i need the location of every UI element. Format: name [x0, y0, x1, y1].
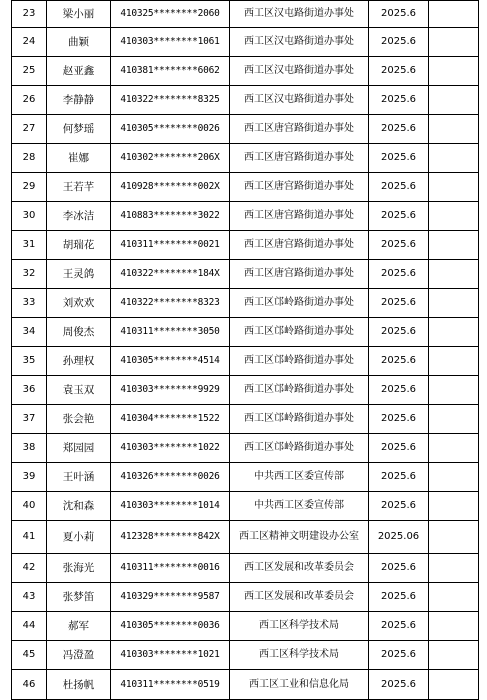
table-row [12, 57, 479, 86]
date-cell: 2025.6 [369, 434, 429, 463]
row-number-cell: 25 [12, 57, 47, 86]
row-number-cell: 36 [12, 376, 47, 405]
id-number-cell: 410303********9929 [111, 376, 230, 405]
empty-cell [429, 583, 479, 612]
empty-cell [429, 405, 479, 434]
id-number-cell: 410322********184X [111, 260, 230, 289]
empty-cell [429, 115, 479, 144]
person-name-cell: 何梦瑶 [47, 115, 111, 144]
table-row [12, 231, 479, 260]
person-name-cell: 张梦笛 [47, 583, 111, 612]
row-number-cell: 34 [12, 318, 47, 347]
empty-cell [429, 376, 479, 405]
empty-cell [429, 554, 479, 583]
person-name-cell: 胡瑞花 [47, 231, 111, 260]
id-number-cell: 410304********1522 [111, 405, 230, 434]
row-number-cell: 23 [12, 1, 47, 28]
work-unit-cell: 西工区发展和改革委员会 [230, 583, 369, 612]
person-name-cell: 周俊杰 [47, 318, 111, 347]
empty-cell [429, 289, 479, 318]
date-cell: 2025.6 [369, 202, 429, 231]
person-name-cell: 杜扬帆 [47, 670, 111, 700]
work-unit-cell: 西工区唐宫路街道办事处 [230, 260, 369, 289]
id-number-cell: 410311********0519 [111, 670, 230, 700]
row-number-cell: 43 [12, 583, 47, 612]
empty-cell [429, 347, 479, 376]
work-unit-cell: 西工区邙岭路街道办事处 [230, 318, 369, 347]
row-number-cell: 26 [12, 86, 47, 115]
empty-cell [429, 144, 479, 173]
table-row [12, 612, 479, 641]
empty-cell [429, 86, 479, 115]
table-row [12, 554, 479, 583]
work-unit-cell: 西工区邙岭路街道办事处 [230, 347, 369, 376]
empty-cell [429, 173, 479, 202]
id-number-cell: 410305********0026 [111, 115, 230, 144]
work-unit-cell: 西工区唐宫路街道办事处 [230, 115, 369, 144]
date-cell: 2025.6 [369, 405, 429, 434]
work-unit-cell: 西工区工业和信息化局 [230, 670, 369, 700]
work-unit-cell: 西工区科学技术局 [230, 612, 369, 641]
table-row [12, 583, 479, 612]
date-cell: 2025.6 [369, 612, 429, 641]
row-number-cell: 45 [12, 641, 47, 670]
date-cell: 2025.6 [369, 463, 429, 492]
work-unit-cell: 西工区汉屯路街道办事处 [230, 28, 369, 57]
work-unit-cell: 西工区邙岭路街道办事处 [230, 376, 369, 405]
table-row [12, 173, 479, 202]
row-number-cell: 30 [12, 202, 47, 231]
table-row [12, 641, 479, 670]
work-unit-cell: 西工区唐宫路街道办事处 [230, 231, 369, 260]
person-name-cell: 张海光 [47, 554, 111, 583]
table-row [12, 144, 479, 173]
row-number-cell: 33 [12, 289, 47, 318]
empty-cell [429, 318, 479, 347]
person-name-cell: 李静静 [47, 86, 111, 115]
empty-cell [429, 231, 479, 260]
row-number-cell: 32 [12, 260, 47, 289]
date-cell: 2025.6 [369, 231, 429, 260]
empty-cell [429, 202, 479, 231]
id-number-cell: 410311********0021 [111, 231, 230, 260]
empty-cell [429, 260, 479, 289]
person-name-cell: 刘欢欢 [47, 289, 111, 318]
person-name-cell: 王叶涵 [47, 463, 111, 492]
id-number-cell: 410322********8323 [111, 289, 230, 318]
id-number-cell: 410303********1021 [111, 641, 230, 670]
table-row [12, 463, 479, 492]
date-cell: 2025.6 [369, 347, 429, 376]
table-row [12, 492, 479, 521]
table-row [12, 260, 479, 289]
work-unit-cell: 中共西工区委宣传部 [230, 492, 369, 521]
work-unit-cell: 西工区汉屯路街道办事处 [230, 57, 369, 86]
empty-cell [429, 641, 479, 670]
id-number-cell: 410329********9587 [111, 583, 230, 612]
id-number-cell: 410303********1061 [111, 28, 230, 57]
date-cell: 2025.6 [369, 641, 429, 670]
empty-cell [429, 670, 479, 700]
empty-cell [429, 463, 479, 492]
person-name-cell: 张会艳 [47, 405, 111, 434]
person-name-cell: 李冰洁 [47, 202, 111, 231]
person-name-cell: 夏小莉 [47, 521, 111, 554]
person-name-cell: 郑园园 [47, 434, 111, 463]
row-number-cell: 39 [12, 463, 47, 492]
person-name-cell: 曲颖 [47, 28, 111, 57]
person-name-cell: 崔娜 [47, 144, 111, 173]
date-cell: 2025.6 [369, 260, 429, 289]
table-row [12, 1, 479, 28]
row-number-cell: 37 [12, 405, 47, 434]
table-row [12, 376, 479, 405]
date-cell: 2025.6 [369, 57, 429, 86]
table-row [12, 202, 479, 231]
row-number-cell: 38 [12, 434, 47, 463]
empty-cell [429, 521, 479, 554]
id-number-cell: 410303********1022 [111, 434, 230, 463]
row-number-cell: 27 [12, 115, 47, 144]
person-name-cell: 梁小丽 [47, 1, 111, 28]
id-number-cell: 410322********8325 [111, 86, 230, 115]
empty-cell [429, 434, 479, 463]
id-number-cell: 410325********2060 [111, 1, 230, 28]
table-row [12, 86, 479, 115]
id-number-cell: 410305********4514 [111, 347, 230, 376]
work-unit-cell: 西工区邙岭路街道办事处 [230, 434, 369, 463]
row-number-cell: 40 [12, 492, 47, 521]
row-number-cell: 31 [12, 231, 47, 260]
work-unit-cell: 西工区唐宫路街道办事处 [230, 202, 369, 231]
empty-cell [429, 492, 479, 521]
empty-cell [429, 57, 479, 86]
id-number-cell: 410883********3022 [111, 202, 230, 231]
id-number-cell: 410302********206X [111, 144, 230, 173]
empty-cell [429, 1, 479, 28]
id-number-cell: 410311********0016 [111, 554, 230, 583]
row-number-cell: 24 [12, 28, 47, 57]
table-row [12, 405, 479, 434]
id-number-cell: 410381********6062 [111, 57, 230, 86]
id-number-cell: 410326********0026 [111, 463, 230, 492]
date-cell: 2025.6 [369, 670, 429, 700]
row-number-cell: 28 [12, 144, 47, 173]
awardee-table [11, 0, 479, 700]
person-name-cell: 郝军 [47, 612, 111, 641]
id-number-cell: 410303********1014 [111, 492, 230, 521]
work-unit-cell: 西工区汉屯路街道办事处 [230, 86, 369, 115]
id-number-cell: 412328********842X [111, 521, 230, 554]
date-cell: 2025.6 [369, 173, 429, 202]
row-number-cell: 41 [12, 521, 47, 554]
row-number-cell: 44 [12, 612, 47, 641]
date-cell: 2025.06 [369, 521, 429, 554]
work-unit-cell: 西工区汉屯路街道办事处 [230, 1, 369, 28]
table-row [12, 289, 479, 318]
table-row [12, 28, 479, 57]
date-cell: 2025.6 [369, 115, 429, 144]
work-unit-cell: 西工区邙岭路街道办事处 [230, 289, 369, 318]
work-unit-cell: 西工区科学技术局 [230, 641, 369, 670]
date-cell: 2025.6 [369, 492, 429, 521]
date-cell: 2025.6 [369, 1, 429, 28]
row-number-cell: 35 [12, 347, 47, 376]
table-row [12, 115, 479, 144]
date-cell: 2025.6 [369, 554, 429, 583]
row-number-cell: 42 [12, 554, 47, 583]
person-name-cell: 王若芊 [47, 173, 111, 202]
empty-cell [429, 28, 479, 57]
date-cell: 2025.6 [369, 86, 429, 115]
date-cell: 2025.6 [369, 144, 429, 173]
id-number-cell: 410311********3050 [111, 318, 230, 347]
date-cell: 2025.6 [369, 318, 429, 347]
person-name-cell: 冯澄盈 [47, 641, 111, 670]
table-row [12, 670, 479, 700]
date-cell: 2025.6 [369, 289, 429, 318]
table-row [12, 521, 479, 554]
id-number-cell: 410928********002X [111, 173, 230, 202]
work-unit-cell: 西工区精神文明建设办公室 [230, 521, 369, 554]
id-number-cell: 410305********0036 [111, 612, 230, 641]
date-cell: 2025.6 [369, 583, 429, 612]
empty-cell [429, 612, 479, 641]
person-name-cell: 沈和森 [47, 492, 111, 521]
table-row [12, 347, 479, 376]
work-unit-cell: 西工区唐宫路街道办事处 [230, 173, 369, 202]
person-name-cell: 王灵鸽 [47, 260, 111, 289]
person-name-cell: 袁玉双 [47, 376, 111, 405]
row-number-cell: 46 [12, 670, 47, 700]
table-row [12, 318, 479, 347]
table-row [12, 434, 479, 463]
person-name-cell: 孙理权 [47, 347, 111, 376]
date-cell: 2025.6 [369, 28, 429, 57]
work-unit-cell: 西工区邙岭路街道办事处 [230, 405, 369, 434]
work-unit-cell: 西工区发展和改革委员会 [230, 554, 369, 583]
row-number-cell: 29 [12, 173, 47, 202]
table-body [12, 1, 479, 700]
work-unit-cell: 西工区唐宫路街道办事处 [230, 144, 369, 173]
work-unit-cell: 中共西工区委宣传部 [230, 463, 369, 492]
person-name-cell: 赵亚鑫 [47, 57, 111, 86]
date-cell: 2025.6 [369, 376, 429, 405]
